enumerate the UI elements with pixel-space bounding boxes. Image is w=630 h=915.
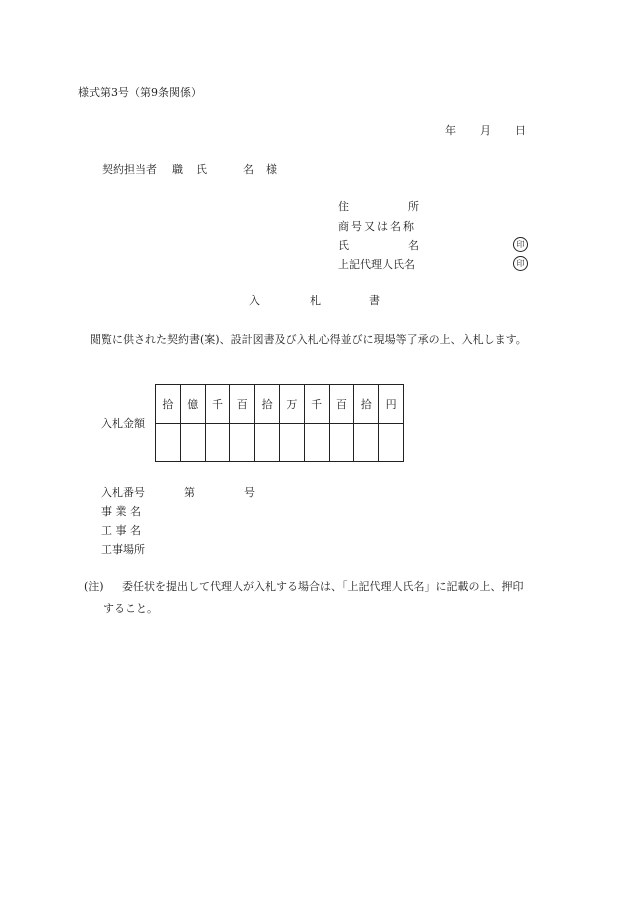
date-year: 年: [445, 124, 456, 137]
amount-value-row: [156, 424, 404, 462]
digit-header: 千: [205, 385, 230, 424]
digit-header: 拾: [255, 385, 280, 424]
amount-digit-cell[interactable]: [354, 424, 379, 462]
body-text: 閲覧に供された契約書(案)、設計図書及び入札心得並びに現場等了承の上、入札します。: [90, 333, 527, 346]
bid-number-label: 入札番号: [101, 486, 145, 499]
addressee-honorific: 様: [266, 163, 277, 176]
bidder-address-char-1: 住: [338, 200, 349, 213]
bidder-trade-name: 商号又は名称: [338, 220, 416, 233]
bid-number-prefix: 第: [184, 486, 195, 499]
date-month: 月: [480, 124, 491, 137]
amount-digit-cell[interactable]: [230, 424, 255, 462]
digit-header: 億: [180, 385, 205, 424]
bid-number-suffix: 号: [244, 486, 255, 499]
work-location-label: 工事場所: [101, 543, 145, 556]
bidder-name-char-1: 氏: [338, 239, 349, 252]
amount-digit-cell[interactable]: [304, 424, 329, 462]
amount-header-row: [156, 385, 404, 424]
date-day: 日: [515, 124, 526, 137]
amount-digit-cell[interactable]: [156, 424, 181, 462]
addressee-name-char-2: 名: [243, 163, 254, 176]
addressee-prefix: 契約担当者: [102, 163, 157, 176]
digit-header: 拾: [354, 385, 379, 424]
project-name-label: 事 業 名: [101, 505, 141, 518]
bidder-name-char-2: 名: [408, 239, 419, 252]
digit-header: 円: [379, 385, 404, 424]
note-line-2: すること。: [103, 602, 158, 615]
digit-header: 百: [230, 385, 255, 424]
amount-digit-cell[interactable]: [329, 424, 354, 462]
title-char-3: 書: [369, 294, 380, 307]
amount-digit-cell[interactable]: [255, 424, 280, 462]
note-marker: (注): [84, 580, 104, 593]
amount-digit-cell[interactable]: [279, 424, 304, 462]
amount-table: [155, 384, 404, 462]
amount-digit-cell[interactable]: [205, 424, 230, 462]
digit-header: 百: [329, 385, 354, 424]
digit-header: 拾: [156, 385, 181, 424]
agent-seal-icon: 印: [513, 256, 528, 271]
amount-digit-cell[interactable]: [180, 424, 205, 462]
title-char-1: 入: [249, 294, 260, 307]
amount-label: 入札金額: [101, 417, 145, 430]
addressee-name-char-1: 氏: [196, 163, 207, 176]
addressee-position: 職: [172, 163, 183, 176]
form-number: 様式第3号（第9条関係）: [78, 86, 202, 99]
title-char-2: 札: [310, 294, 321, 307]
bidder-address-char-2: 所: [408, 200, 419, 213]
bidder-agent-name: 上記代理人氏名: [338, 258, 415, 271]
note-line-1: 委任状を提出して代理人が入札する場合は、「上記代理人氏名」に記載の上、押印: [122, 580, 524, 593]
digit-header: 万: [279, 385, 304, 424]
amount-digit-cell[interactable]: [379, 424, 404, 462]
work-name-label: 工 事 名: [101, 524, 141, 537]
digit-header: 千: [304, 385, 329, 424]
seal-icon: 印: [513, 237, 528, 252]
